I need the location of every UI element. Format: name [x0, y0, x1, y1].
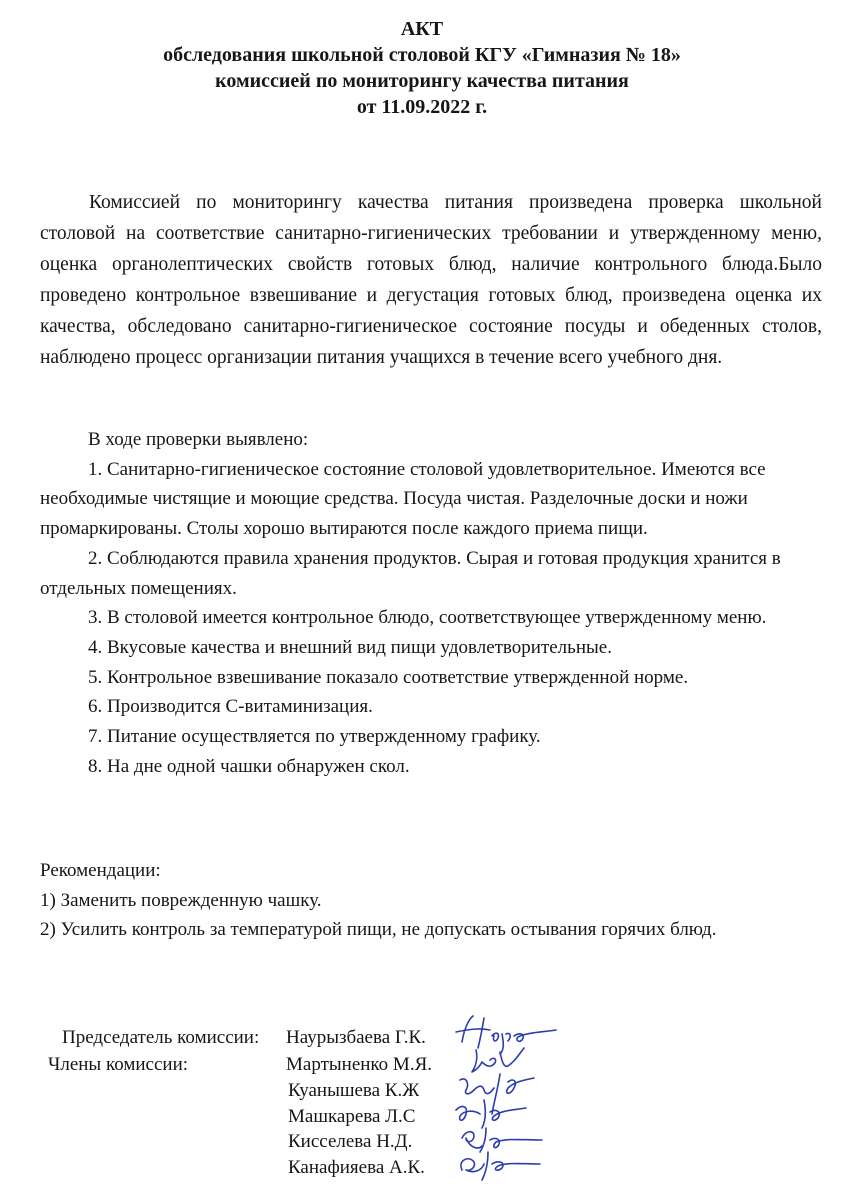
findings-section	[40, 425, 822, 781]
document-subtitle-line1: обследования школьной столовой КГУ «Гимназия № 18»	[163, 44, 681, 66]
recommendation-item: 1) Заменить поврежденную чашку.	[40, 889, 322, 911]
chair-name: Наурызбаева Г.К.	[286, 1027, 426, 1048]
finding-item: 6. Производится С-витаминизация.	[88, 696, 373, 718]
member-name: Мартыненко М.Я.	[286, 1054, 432, 1075]
member-signature	[448, 1144, 548, 1184]
finding-item: 8. На дне одной чашки обнаружен скол.	[88, 755, 410, 777]
recommendation-item: 2) Усилить контроль за температурой пищи, не допускать остывания горячих блюд.	[40, 919, 717, 941]
member-name: Машкарева Л.С	[288, 1106, 416, 1127]
document-title: АКТ	[400, 18, 444, 40]
document-date: от 11.09.2022 г.	[356, 96, 488, 118]
finding-item: 5. Контрольное взвешивание показало соответствие утвержденной норме.	[88, 666, 689, 688]
finding-item: 1. Санитарно-гигиеническое состояние столовой удовлетворительное. Имеются все необходимые чистящие и моющие средства. Посуда чистая. Разделочные доски и ножи промаркированы. Столы хорошо вытираются после каждого приема пищи.	[40, 458, 766, 540]
member-name: Канафияева А.К.	[288, 1157, 425, 1178]
document-header	[0, 16, 844, 120]
document-subtitle-line2: комиссией по мониторингу качества питания	[215, 70, 629, 92]
member-name: Кисселева Н.Д.	[288, 1131, 413, 1152]
intro-paragraph: Комиссией по мониторингу качества питания произведена проверка школьной столовой на соответствие санитарно-гигиенических требовании и утвержденному меню, оценка органолептических свойств готовых блюд, наличие контрольного блюда.Было проведено контрольное взвешивание и дегустация готовых блюд, произведена оценка их качества, обследовано санитарно-гигиеническое состояние посуды и обеденных столов, наблюдено процесс организации питания учащихся в течение всего учебного дня.	[40, 192, 822, 368]
finding-item: 7. Питание осуществляется по утвержденному графику.	[88, 726, 541, 748]
finding-item: 3. В столовой имеется контрольное блюдо, соответствующее утвержденному меню.	[88, 607, 767, 629]
recommendations-section	[40, 856, 822, 945]
finding-item: 2. Соблюдаются правила хранения продуктов. Сырая и готовая продукция хранится в отдельных помещениях.	[40, 547, 781, 599]
recommendations-heading: Рекомендации:	[40, 860, 161, 881]
findings-heading: В ходе проверки выявлено:	[88, 429, 309, 450]
members-label: Члены комиссии:	[48, 1054, 189, 1075]
chair-label: Председатель комиссии:	[62, 1027, 260, 1048]
finding-item: 4. Вкусовые качества и внешний вид пищи удовлетворительные.	[88, 636, 612, 658]
member-name: Куанышева К.Ж	[288, 1080, 420, 1101]
